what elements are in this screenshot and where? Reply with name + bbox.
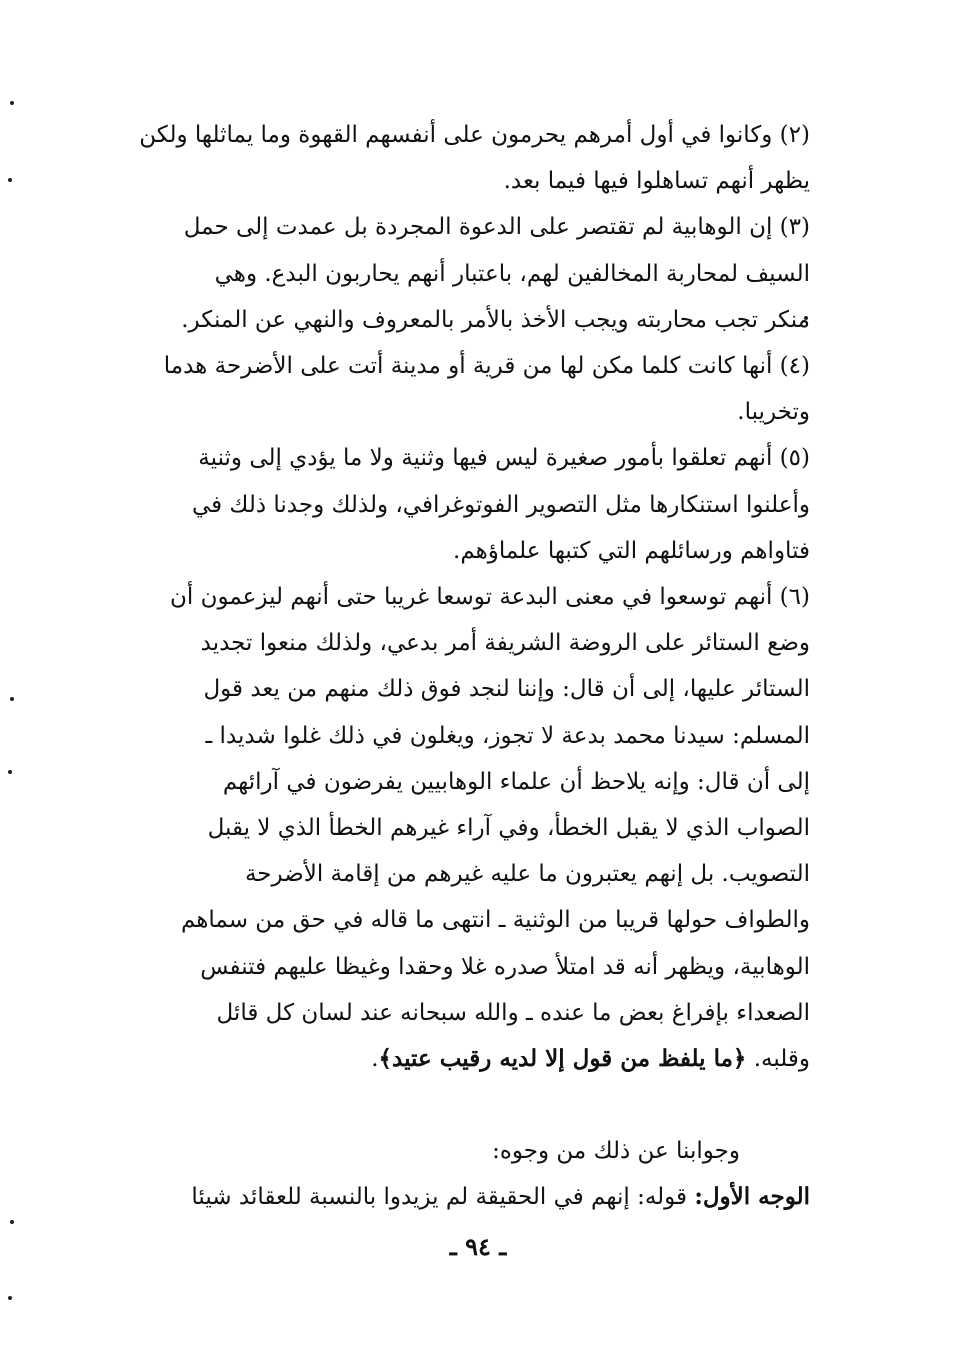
text-line: إلى أن قال: وإنه يلاحظ أن علماء الوهابيين يفرضون في آرائهم: [222, 768, 810, 795]
text-line: التصويب. بل إنهم يعتبرون ما عليه غيرهم من إقامة الأضرحة: [244, 861, 810, 888]
page-number: ـ ٩٤ ـ: [449, 1232, 507, 1261]
text-line: (٢) وكانوا في أول أمرهم يحرمون على أنفسهم القهوة وما يماثلها ولكن: [139, 122, 810, 148]
text-line: الصعداء بإفراغ بعض ما عنده ـ والله سبحانه عند لسان كل قائل: [216, 999, 810, 1026]
margin-dot: [10, 101, 14, 105]
margin-dot: [8, 178, 12, 182]
text-line: وأعلنوا استنكارها مثل التصوير الفوتوغرافي، ولذلك وجدنا ذلك في: [191, 491, 810, 518]
text-line: وضع الستائر على الروضة الشريفة أمر بدعي، ولذلك منعوا تجديد: [200, 630, 810, 657]
paragraph-gap: [120, 1082, 810, 1128]
response-intro: وجوابنا عن ذلك من وجوه:: [492, 1138, 740, 1165]
text-line: الوهابية، ويظهر أنه قد امتلأ صدره غلا وحقدا وغيظا عليهم فتنفس: [200, 953, 810, 980]
quran-quote: ﴿ما يلفظ من قول إلا لديه رقيب عتيد﴾: [378, 1045, 747, 1073]
text-line: منكر تجب محاربته ويجب الأخذ بالأمر بالمعروف والنهي عن المنكر.: [181, 306, 810, 333]
text-line: السيف لمحاربة المخالفين لهم، باعتبار أنهم يحاربون البدع. وهي: [214, 260, 810, 287]
text-line: المسلم: سيدنا محمد بدعة لا تجوز، ويغلون في ذلك غلوا شديدا ـ: [205, 722, 810, 749]
text-line: الستائر عليها، إلى أن قال: وإننا لنجد فوق ذلك منهم من يعد قول: [203, 676, 810, 703]
first-aspect-line: [120, 1174, 810, 1220]
first-aspect-text: قوله: إنهم في الحقيقة لم يزيدوا بالنسبة للعقائد شيئا: [191, 1184, 695, 1211]
margin-dot: [8, 1296, 12, 1300]
text-line: وتخريبا.: [737, 399, 810, 426]
margin-dot: [10, 697, 14, 701]
margin-dot: [10, 1220, 14, 1224]
text-line: (٤) أنها كانت كلما مكن لها من قرية أو مدينة أتت على الأضرحة هدما: [163, 353, 810, 380]
text-line-quote: [120, 1036, 810, 1082]
text-line: الصواب الذي لا يقبل الخطأ، وفي آراء غيرهم الخطأ الذي لا يقبل: [207, 815, 810, 842]
text-line: (٣) إن الوهابية لم تقتصر على الدعوة المجردة بل عمدت إلى حمل: [183, 214, 810, 241]
first-aspect-label: الوجه الأول:: [694, 1183, 810, 1211]
text-line: يظهر أنهم تساهلوا فيها فيما بعد.: [503, 168, 810, 195]
text-line: (٥) أنهم تعلقوا بأمور صغيرة ليس فيها وثنية ولا ما يؤدي إلى وثنية: [198, 445, 810, 472]
text-line: والطواف حولها قريبا من الوثنية ـ انتهى ما قاله في حق من سماهم: [180, 907, 810, 934]
body-text: [120, 112, 810, 1221]
margin-dot: [8, 770, 12, 774]
quote-suffix: .: [371, 1046, 379, 1073]
quote-prefix: وقلبه.: [746, 1046, 810, 1073]
text-line: (٦) أنهم توسعوا في معنى البدعة توسعا غريبا حتى أنهم ليزعمون أن: [170, 584, 810, 611]
text-line: فتاواهم ورسائلهم التي كتبها علماؤهم.: [453, 537, 810, 564]
